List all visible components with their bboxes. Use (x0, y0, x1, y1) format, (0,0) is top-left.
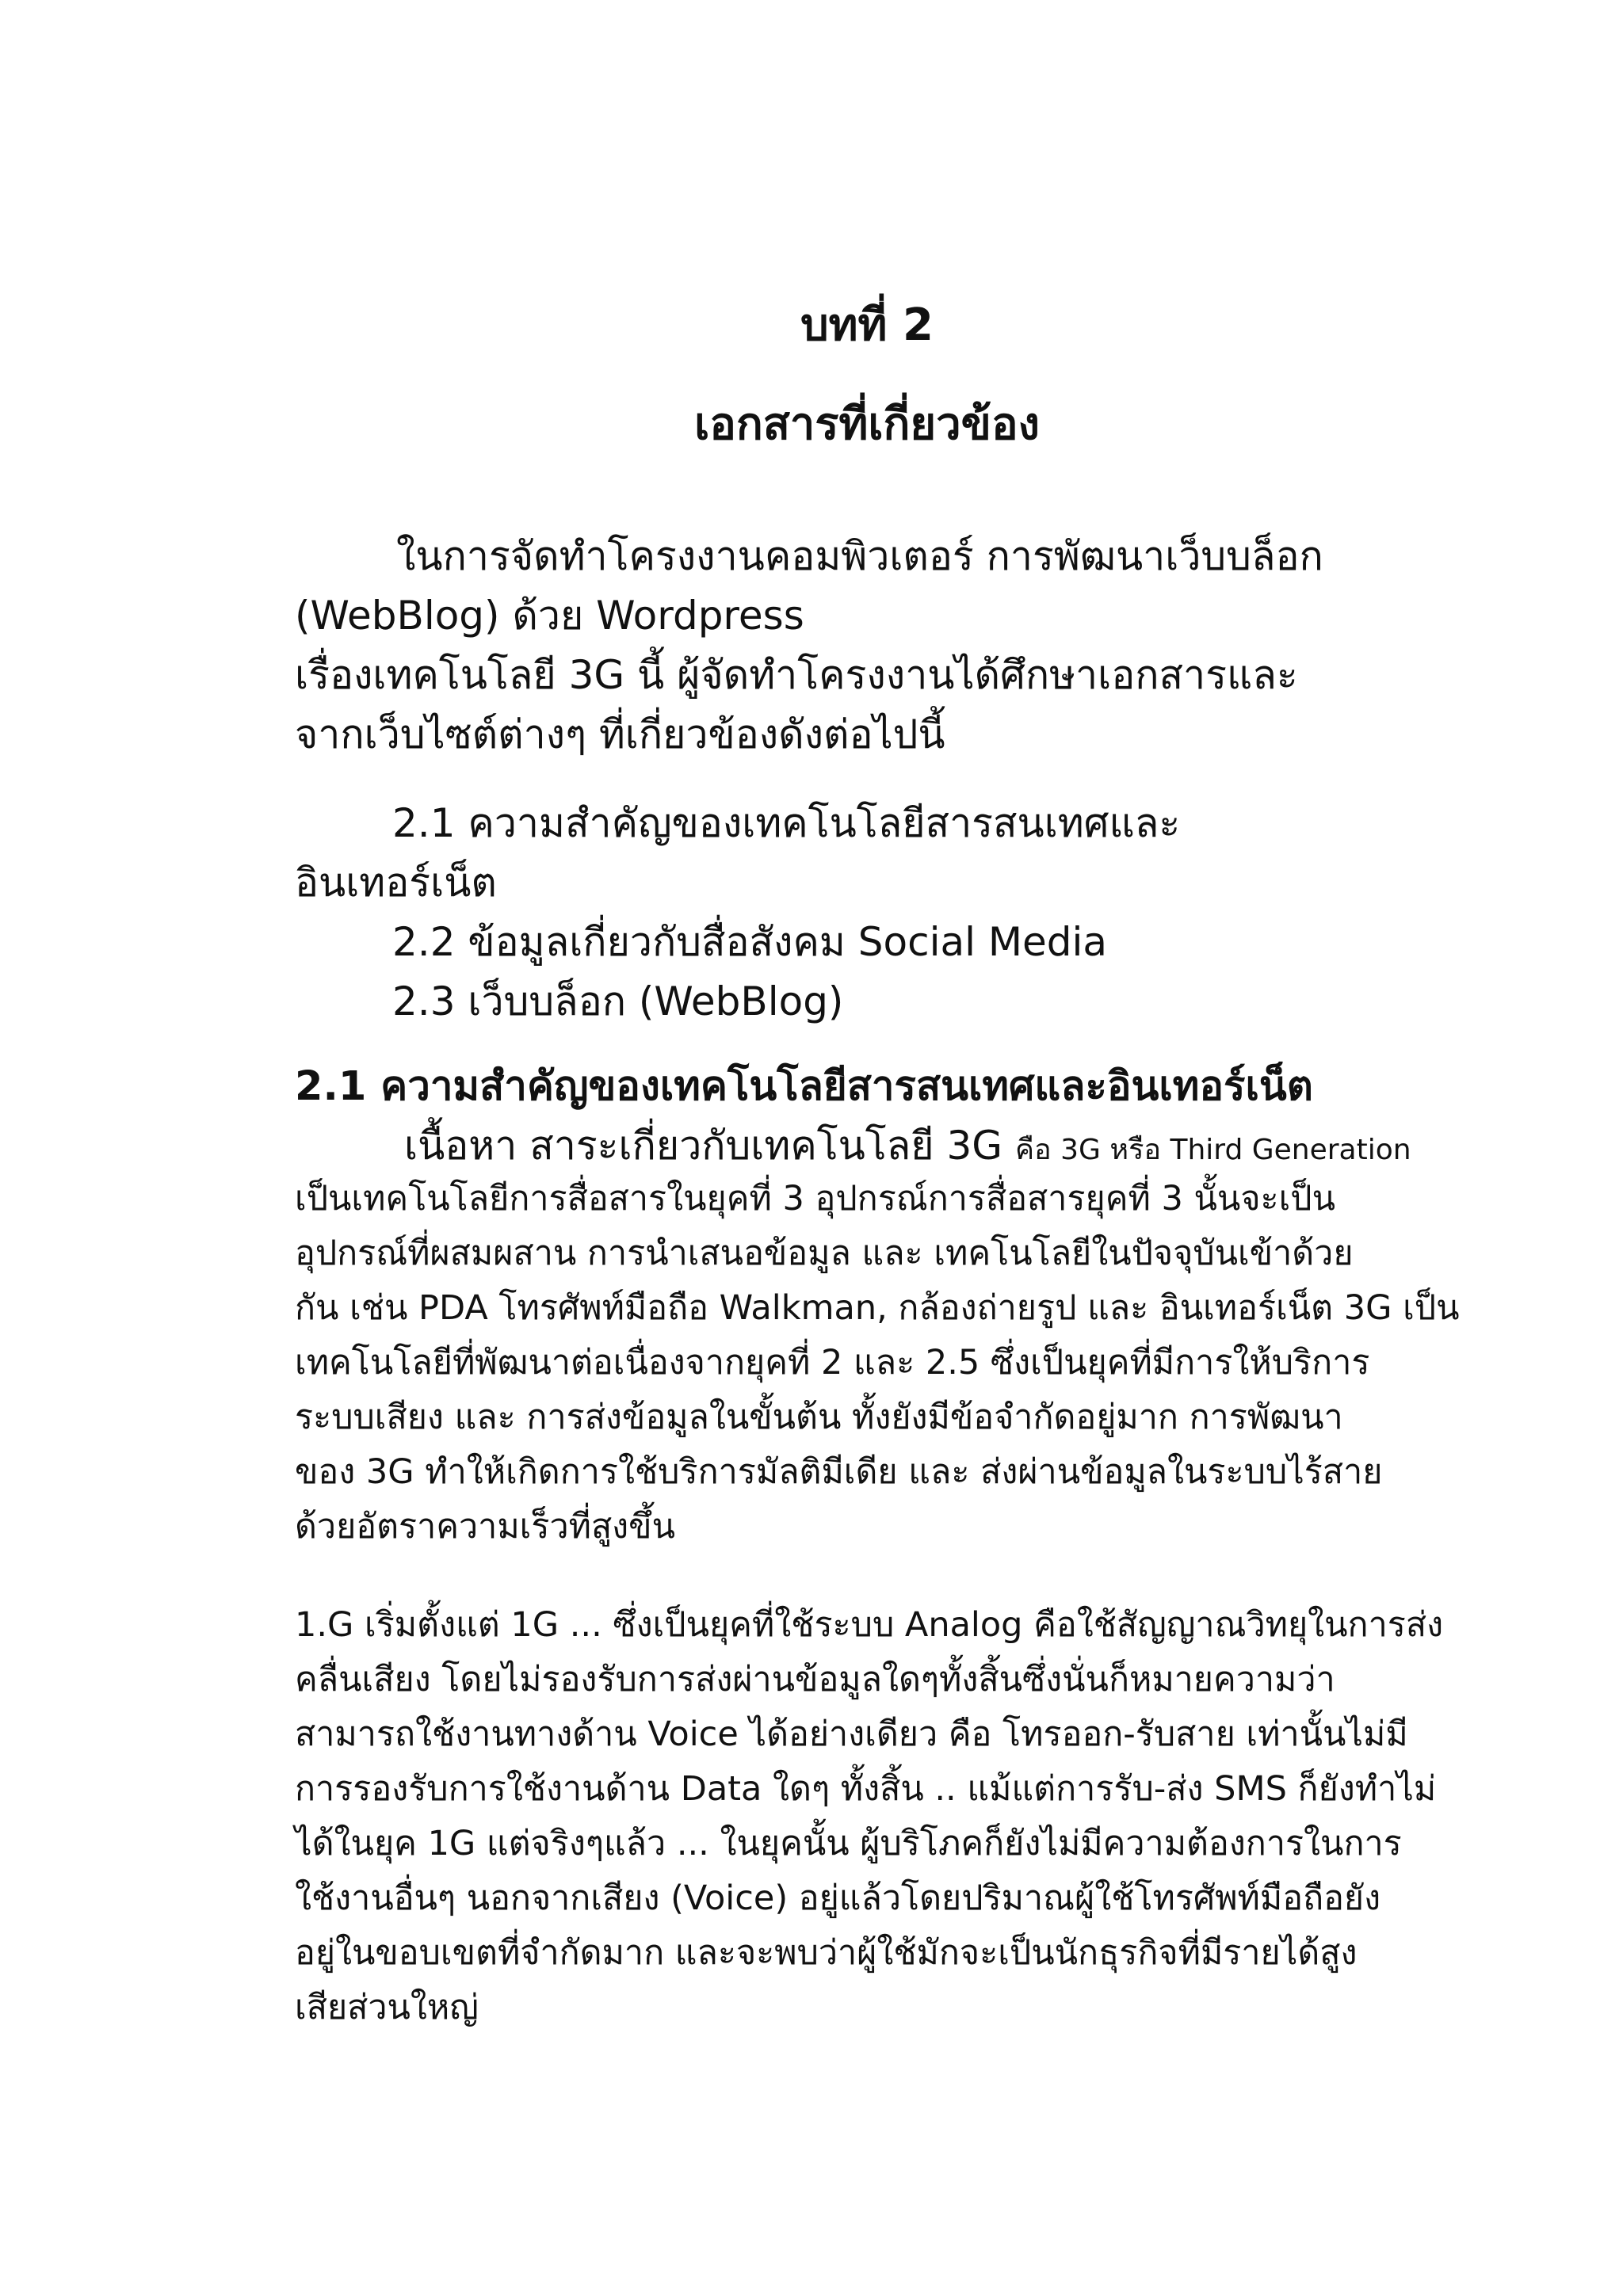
section-para1-line-3: อุปกรณ์ที่ผสมผสาน การนำเสนอข้อมูล และ เทคโนโลยีในปัจจุบันเข้าด้วย (295, 1234, 1354, 1273)
section-para2-line-7: อยู่ในขอบเขตที่จำกัดมาก และจะพบว่าผู้ใช้มักจะเป็นนักธุรกิจที่มีรายได้สูง (295, 1933, 1358, 1973)
intro-line-3: เรื่องเทคโนโลยี 3G นี้ ผู้จัดทำโครงงานได้ศึกษาเอกสารและ (295, 652, 1298, 698)
section-para1-line-5: เทคโนโลยีที่พัฒนาต่อเนื่องจากยุคที่ 2 และ 2.5 ซึ่งเป็นยุคที่มีการให้บริการ (295, 1343, 1370, 1383)
section-para1-line-4: กัน เช่น PDA โทรศัพท์มือถือ Walkman, กล้องถ่ายรูป และ อินเทอร์เน็ต 3G เป็น (295, 1288, 1460, 1328)
intro-line-2: (WebBlog) ด้วย Wordpress (295, 593, 804, 639)
section-para1-line-6: ระบบเสียง และ การส่งข้อมูลในขั้นต้น ทั้งยังมีข้อจำกัดอยู่มาก การพัฒนา (295, 1398, 1343, 1437)
section-para2-line-5: ได้ในยุค 1G แต่จริงๆแล้ว ... ในยุคนั้น ผู้บริโภคก็ยังไม่มีความต้องการในการ (295, 1824, 1402, 1863)
section-para1-line-7: ของ 3G ทำให้เกิดการใช้บริการมัลติมีเดีย และ ส่งผ่านข้อมูลในระบบไร้สาย (295, 1452, 1383, 1492)
para1-line1-part-a: เนื้อหา สาระเกี่ยวกับเทคโนโลยี 3G (404, 1123, 1015, 1169)
toc-item-2-1: 2.1 ความสำคัญของเทคโนโลยีสารสนเทศและ (392, 800, 1181, 846)
section-para2-line-4: การรองรับการใช้งานด้าน Data ใดๆ ทั้งสิ้น .. แม้แต่การรับ-ส่ง SMS ก็ยังทำไม่ (295, 1769, 1437, 1809)
toc-item-2-2: 2.2 ข้อมูลเกี่ยวกับสื่อสังคม Social Media (392, 919, 1108, 965)
section-para1-line-2: เป็นเทคโนโลยีการสื่อสารในยุคที่ 3 อุปกรณ์การสื่อสารยุคที่ 3 นั้นจะเป็น (295, 1179, 1335, 1219)
para1-line1-part-b: คือ 3G หรือ Third Generation (1014, 1134, 1411, 1166)
section-para1-line-1 (404, 1119, 1411, 1175)
toc-item-2-3: 2.3 เว็บบล็อก (WebBlog) (392, 978, 844, 1024)
section-para2-line-2: คลื่นเสียง โดยไม่รองรับการส่งผ่านข้อมูลใดๆทั้งสิ้นซึ่งนั่นก็หมายความว่า (295, 1660, 1335, 1699)
chapter-number: บทที่ 2 (800, 299, 934, 351)
section-para2-line-3: สามารถใช้งานทางด้าน Voice ได้อย่างเดียว คือ โทรออก-รับสาย เท่านั้นไม่มี (295, 1714, 1408, 1754)
section-heading-2-1: 2.1 ความสำคัญของเทคโนโลยีสารสนเทศและอินเทอร์เน็ต (295, 1063, 1313, 1110)
chapter-title: เอกสารที่เกี่ยวข้อง (694, 399, 1040, 450)
section-para2-line-8: เสียส่วนใหญ่ (295, 1988, 479, 2027)
section-para2-line-6: ใช้งานอื่นๆ นอกจากเสียง (Voice) อยู่แล้วโดยปริมาณผู้ใช้โทรศัพท์มือถือยัง (295, 1878, 1381, 1918)
intro-line-4: จากเว็บไซต์ต่างๆ ที่เกี่ยวข้องดังต่อไปนี้ (295, 711, 945, 757)
toc-item-2-1-continued: อินเทอร์เน็ต (295, 860, 497, 906)
section-para2-line-1: 1.G เริ่มตั้งแต่ 1G ... ซึ่งเป็นยุคที่ใช้ระบบ Analog คือใช้สัญญาณวิทยุในการส่ง (295, 1605, 1444, 1645)
intro-line-1: ในการจัดทำโครงงานคอมพิวเตอร์ การพัฒนาเว็บบล็อก (396, 533, 1323, 579)
section-para1-line-8: ด้วยอัตราความเร็วที่สูงขึ้น (295, 1507, 675, 1547)
